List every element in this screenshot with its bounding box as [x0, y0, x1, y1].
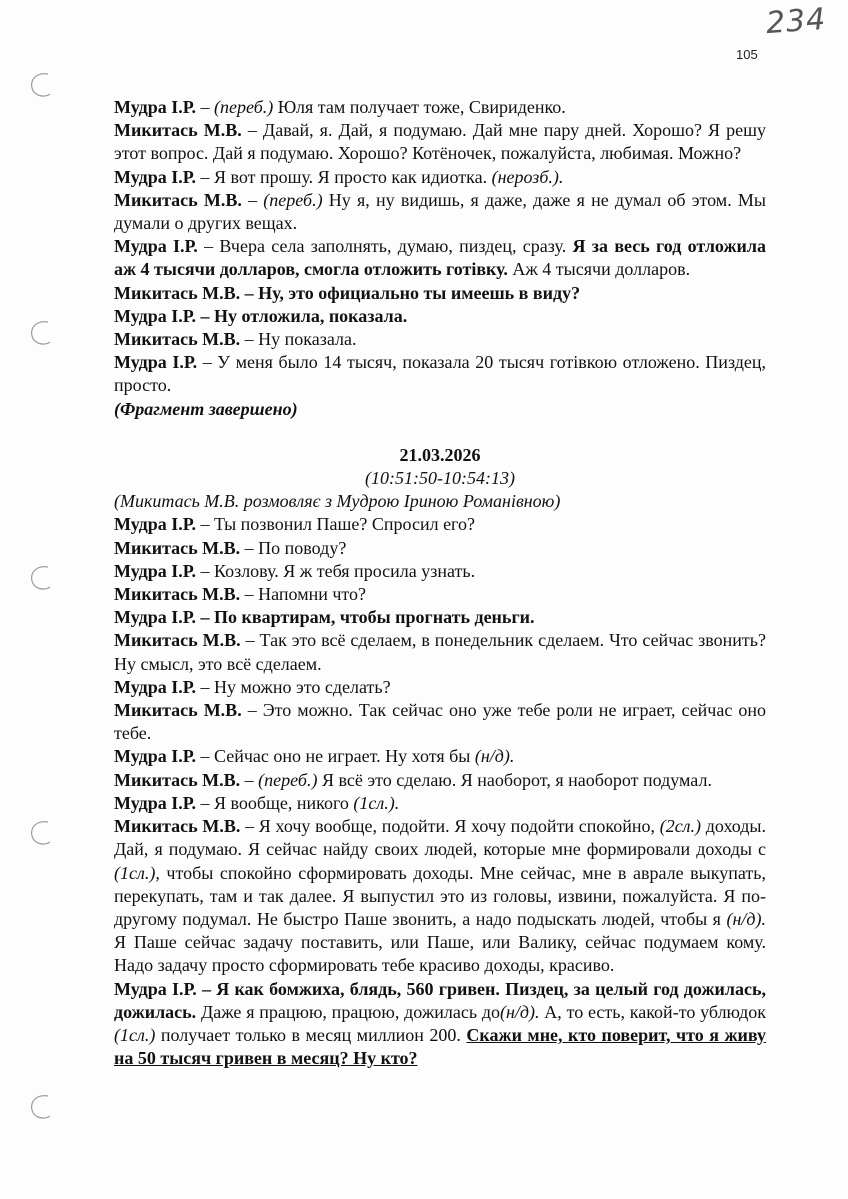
speaker-name: Микитась М.В. — [114, 329, 241, 350]
note: (н/д). — [500, 1001, 540, 1022]
transcript-line: Микитась М.В. – Так это всё сделаем, в понедельник сделаем. Что сейчас звонить? Ну смысл, это всё сделаем. — [114, 630, 766, 674]
highlighted-text: Я за весь год отложила аж 4 тысячи долларов, смогла отложить готівку. — [114, 236, 766, 280]
speaker-name: Мудра І.Р. — [114, 746, 196, 767]
transcript-line: Микитась М.В. – (переб.) Я всё это сделаю. Я наоборот, я наоборот подумал. — [114, 769, 712, 790]
transcript-line: Мудра І.Р. – Ну отложила, показала. — [114, 305, 408, 326]
fragment-context: (Микитась М.В. розмовляє з Мудрою Іриною Романівною) — [114, 491, 561, 512]
speaker-name: Микитась М.В. — [114, 584, 241, 605]
note: (переб.) — [213, 97, 274, 117]
speaker-name: Микитась М.В. — [114, 537, 241, 558]
transcript-line: Микитась М.В. – Это можно. Так сейчас оно уже тебе роли не играет, сейчас оно тебе. — [114, 700, 766, 744]
note: (переб.) — [258, 769, 318, 790]
speaker-name: Микитась М.В. — [114, 120, 242, 141]
speaker-name: Микитась М.В. — [114, 189, 242, 210]
note: (н/д). — [474, 746, 515, 767]
speaker-name: Мудра І.Р. — [114, 792, 196, 813]
transcript-line: Мудра І.Р. – По квартирам, чтобы прогнать деньги. — [114, 607, 535, 628]
punch-hole-icon — [28, 70, 54, 100]
page-number: 105 — [736, 47, 758, 62]
speaker-name: Мудра І.Р. — [114, 166, 196, 187]
speaker-name: Мудра І.Р. — [114, 560, 196, 581]
punch-hole-icon — [28, 318, 54, 348]
note: (1сл.) — [114, 1024, 156, 1045]
note: (переб.) — [263, 189, 323, 210]
underlined-text: Скажи мне, кто поверит, что я живу на 50 тысяч гривен в месяц? Ну кто? — [114, 1024, 766, 1069]
transcript-line: Микитась М.В. – Давай, я. Дай, я подумаю. Дай мне пару дней. Хорошо? Я решу этот вопрос. Дай я подумаю. Хорошо? Котёночек, пожалуйста, любимая. Можно? — [114, 120, 766, 164]
fragment-date: 21.03.2026 — [399, 444, 481, 465]
transcript-line: Мудра І.Р. – Я вот прошу. Я просто как идиотка. (нерозб.). — [114, 166, 564, 187]
transcript-body — [114, 96, 766, 1070]
note: (2сл.) — [659, 816, 702, 837]
highlighted-text: Мудра І.Р. – Я как бомжиха, блядь, 560 гривен. Пиздец, за целый год дожилась, дожилась. — [114, 978, 766, 1022]
transcript-line: Мудра І.Р. – Сейчас оно не играет. Ну хотя бы (н/д). — [114, 746, 515, 767]
speaker-name: Мудра І.Р. — [114, 236, 198, 257]
fragment-end-note: (Фрагмент завершено) — [114, 398, 298, 419]
speaker-name: Микитась М.В. — [114, 816, 241, 837]
transcript-line: Мудра І.Р. – (переб.) Юля там получает тоже, Свириденко. — [114, 97, 566, 117]
transcript-line: Микитась М.В. – По поводу? — [114, 537, 347, 558]
transcript-line: Микитась М.В. – Ну, это официально ты имеешь в виду? — [114, 282, 581, 303]
transcript-line: Микитась М.В. – Ну показала. — [114, 329, 357, 350]
transcript-line: Мудра І.Р. – Я как бомжиха, блядь, 560 гривен. Пиздец, за целый год дожилась, дожилась. Даже я працюю, працюю, дожилась до(н/д). А, то есть, какой-то ублюдок (1сл.) получает только в месяц миллион 200. Скажи мне, кто поверит, что я живу на 50 тысяч гривен в месяц? Ну кто? — [114, 978, 766, 1069]
transcript-line: Мудра І.Р. – У меня было 14 тысяч, показала 20 тысяч готівкою отложено. Пиздец, просто. — [114, 352, 767, 396]
punch-hole-icon — [28, 818, 54, 848]
handwritten-page-number: 234 — [764, 1, 828, 42]
transcript-line: Мудра І.Р. – Козлову. Я ж тебя просила узнать. — [114, 560, 476, 581]
transcript-line: Мудра І.Р. – Я вообще, никого (1сл.). — [114, 792, 400, 813]
transcript-line: Микитась М.В. – Я хочу вообще, подойти. Я хочу подойти спокойно, (2сл.) доходы. Дай, я подумаю. Я сейчас найду своих людей, которые мне формировали доходы с (1сл.), чтобы спокойно сформировать доходы. Мне сейчас, мне в аврале выкупать, перекупать, там и так далее. Я выпустил это из головы, извини, пожалуйста. Я по-другому подумал. Не быстро Паше звонить, а надо подыскать людей, чтобы я (н/д). Я Паше сейчас задачу поставить, или Паше, или Валику, сейчас подумаем кому. Надо задачу просто сформировать тебе красиво доходы, красиво. — [114, 816, 766, 976]
speaker-name: Мудра І.Р. — [114, 97, 196, 117]
transcript-line: Мудра І.Р. – Ты позвонил Паше? Спросил его? — [114, 514, 475, 535]
speaker-name: Мудра І.Р. — [114, 514, 196, 535]
speaker-name: Микитась М.В. — [114, 700, 242, 721]
speaker-name: Микитась М.В. — [114, 769, 241, 790]
transcript-line: Мудра І.Р. – Ну можно это сделать? — [114, 676, 391, 697]
transcript-line: Мудра І.Р. – Вчера села заполнять, думаю, пиздец, сразу. Я за весь год отложила аж 4 тысячи долларов, смогла отложить готівку. Аж 4 тысячи долларов. — [114, 236, 766, 280]
punch-hole-icon — [28, 563, 54, 593]
speaker-name: Мудра І.Р. — [114, 352, 198, 373]
speaker-name: Мудра І.Р. — [114, 676, 196, 697]
speaker-name: Микитась М.В. — [114, 630, 241, 651]
note: (1сл.), — [114, 862, 160, 883]
transcript-line: Микитась М.В. – (переб.) Ну я, ну видишь, я даже, даже я не думал об этом. Мы думали о других вещах. — [114, 189, 767, 234]
transcript-line: Микитась М.В. – Напомни что? — [114, 584, 367, 605]
punch-hole-icon — [28, 1092, 54, 1122]
note: (нерозб.). — [491, 166, 564, 187]
fragment-time: (10:51:50-10:54:13) — [365, 468, 515, 489]
note: (1сл.). — [353, 792, 400, 813]
note: (н/д). — [726, 908, 766, 929]
